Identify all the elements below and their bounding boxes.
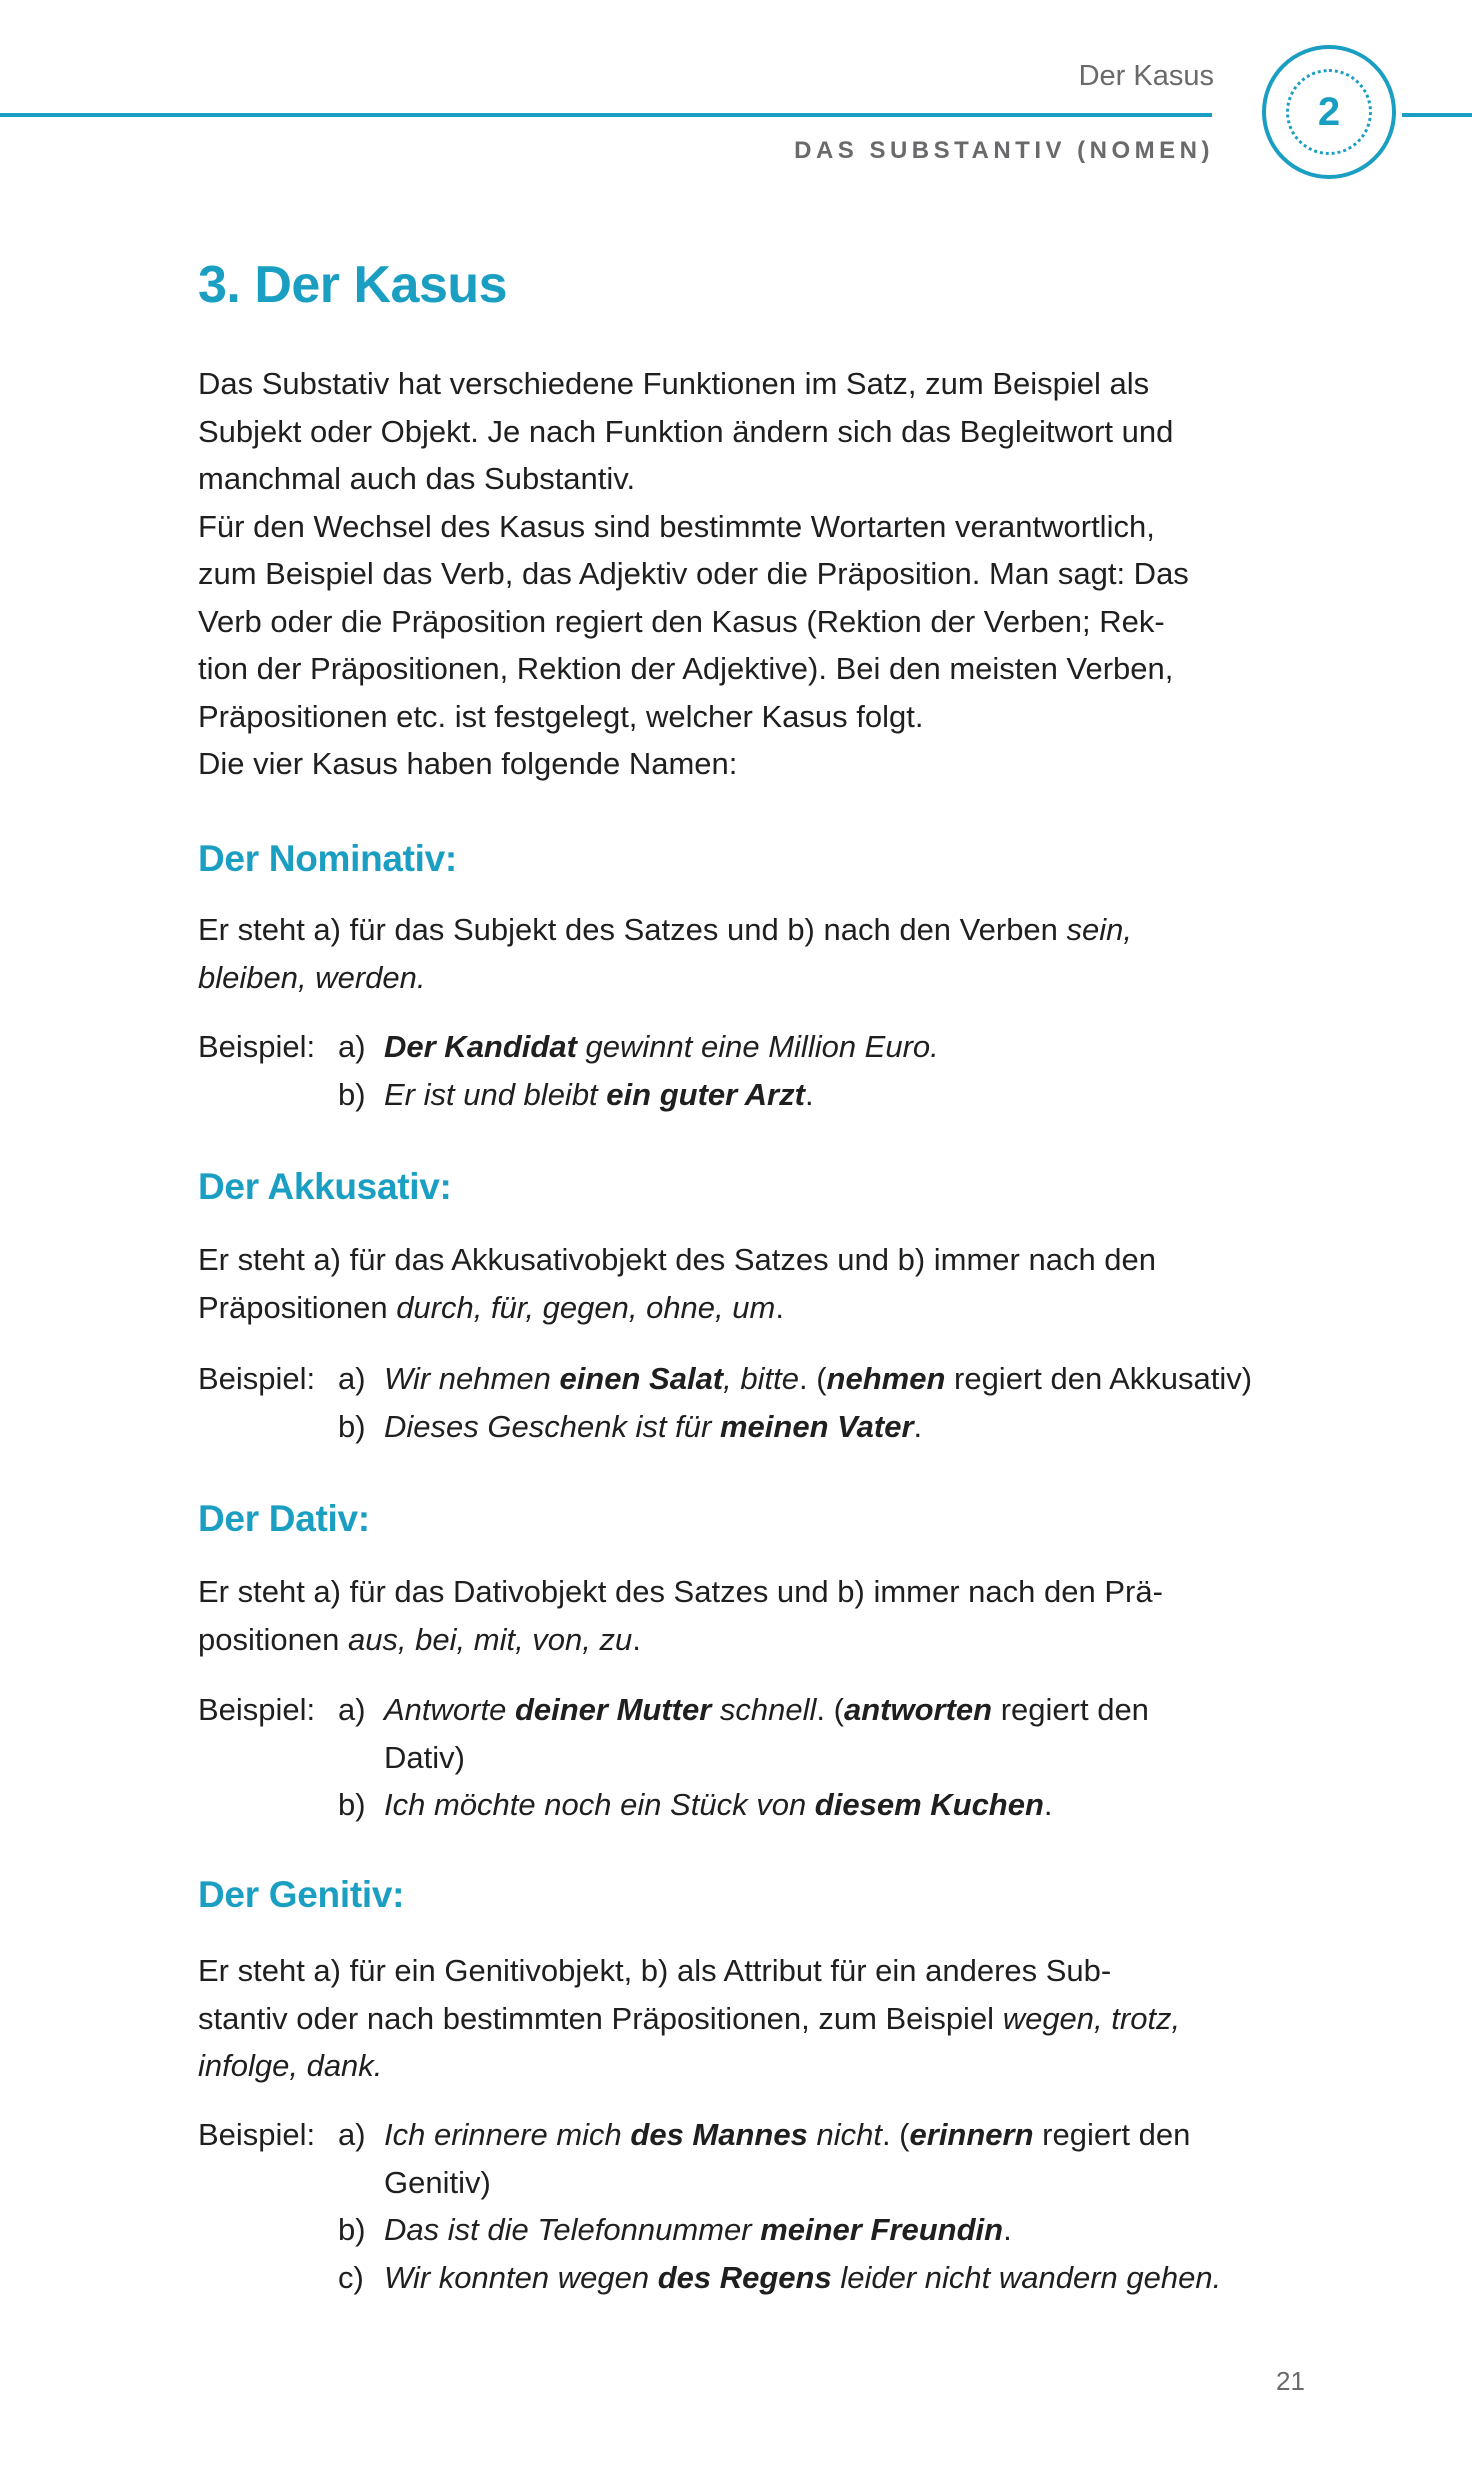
example-label: b) bbox=[338, 1787, 366, 1822]
text-italic: schnell bbox=[711, 1692, 817, 1727]
text: Er steht a) für ein Genitivobjekt, b) als Attribut für ein anderes Sub- bbox=[198, 1953, 1112, 1988]
text-bold: des Regens bbox=[657, 2259, 832, 2295]
example-label: a) bbox=[338, 2117, 366, 2152]
example-label: a) bbox=[338, 1692, 366, 1727]
text-bold: antworten bbox=[843, 1692, 993, 1727]
text-italic: wegen, trotz, bbox=[1002, 2000, 1181, 2036]
text-italic: Antworte bbox=[384, 1692, 515, 1727]
text: . ( bbox=[816, 1692, 844, 1727]
text: . bbox=[913, 1408, 923, 1444]
text-italic: Er ist und bleibt bbox=[384, 1076, 607, 1112]
text: regiert den bbox=[1033, 2117, 1191, 2152]
genitiv-description bbox=[198, 1947, 1318, 2090]
text-italic: sein, bbox=[1066, 912, 1133, 947]
text-bold: erinnern bbox=[909, 2117, 1034, 2152]
nominativ-description bbox=[198, 906, 1318, 1001]
text: . bbox=[1043, 1787, 1053, 1822]
dativ-description bbox=[198, 1568, 1318, 1663]
text-italic: Dieses Geschenk ist für bbox=[384, 1408, 720, 1444]
text-bold: ein guter Arzt bbox=[606, 1076, 805, 1112]
text-bold: des Mannes bbox=[630, 2117, 808, 2152]
intro-line: Verb oder die Präposition regiert den Kasus (Rektion der Verben; Rek- bbox=[198, 603, 1165, 639]
text: Er steht a) für das Dativobjekt des Satzes und b) immer nach den Prä- bbox=[198, 1574, 1163, 1609]
text: regiert den bbox=[992, 1692, 1149, 1727]
text: . bbox=[775, 1289, 784, 1325]
section-heading-genitiv: Der Genitiv: bbox=[198, 1874, 405, 1915]
text-bold: meinen Vater bbox=[719, 1408, 914, 1444]
text: . bbox=[1003, 2212, 1012, 2247]
example-label: b) bbox=[338, 1408, 366, 1444]
section-heading-dativ: Der Dativ: bbox=[198, 1498, 370, 1539]
text: Er steht a) für das Akkusativobjekt des Satzes und b) immer nach den bbox=[198, 1242, 1157, 1277]
intro-paragraph bbox=[198, 360, 1318, 788]
akkusativ-description bbox=[198, 1236, 1318, 1331]
example-lead: Beispiel: bbox=[198, 1029, 316, 1064]
text: . ( bbox=[798, 1361, 827, 1396]
chapter-number: 2 bbox=[1317, 89, 1341, 134]
intro-line: Für den Wechsel des Kasus sind bestimmte Wortarten verantwortlich, bbox=[198, 508, 1155, 544]
text-italic: leider nicht wandern gehen. bbox=[831, 2259, 1222, 2295]
intro-line: Präpositionen etc. ist festgelegt, welcher Kasus folgt. bbox=[198, 698, 924, 734]
text: Genitiv) bbox=[384, 2164, 491, 2200]
intro-line: Das Substativ hat verschiedene Funktionen im Satz, zum Beispiel als bbox=[198, 366, 1150, 401]
page-title: 3. Der Kasus bbox=[198, 256, 508, 314]
text-italic: Wir nehmen bbox=[384, 1361, 560, 1396]
text: Er steht a) für das Subjekt des Satzes und b) nach den Verben bbox=[198, 912, 1067, 947]
text-italic: Das ist die Telefonnummer bbox=[384, 2212, 761, 2247]
text-italic: durch, für, gegen, ohne, um bbox=[396, 1289, 776, 1325]
text-bold: deiner Mutter bbox=[514, 1692, 712, 1727]
header-rule-left bbox=[0, 113, 1212, 117]
text: stantiv oder nach bestimmten Präpositionen, zum Beispiel bbox=[198, 2000, 1003, 2036]
text: . bbox=[632, 1621, 641, 1657]
text-bold: diesem Kuchen bbox=[814, 1787, 1044, 1822]
text: positionen bbox=[198, 1621, 348, 1657]
intro-line: zum Beispiel das Verb, das Adjektiv oder die Präposition. Man sagt: Das bbox=[198, 556, 1189, 591]
page-number: 21 bbox=[1276, 2366, 1305, 2396]
example-label: c) bbox=[338, 2259, 364, 2295]
text: Präpositionen bbox=[198, 1289, 397, 1325]
header-rule-right bbox=[1402, 113, 1472, 117]
example-label: b) bbox=[338, 1076, 366, 1112]
section-heading-nominativ: Der Nominativ: bbox=[198, 838, 457, 879]
text-bold: meiner Freundin bbox=[760, 2212, 1004, 2247]
example-lead: Beispiel: bbox=[198, 1361, 316, 1396]
text-italic: aus, bei, mit, von, zu bbox=[347, 1621, 633, 1657]
text: . bbox=[804, 1076, 814, 1112]
text: . ( bbox=[881, 2117, 910, 2152]
text-bold: einen Salat bbox=[559, 1361, 724, 1396]
text-italic: Ich möchte noch ein Stück von bbox=[384, 1787, 815, 1822]
example-lead: Beispiel: bbox=[198, 1692, 316, 1727]
text-italic: gewinnt eine Million Euro. bbox=[576, 1029, 939, 1064]
example-lead: Beispiel: bbox=[198, 2117, 316, 2152]
chapter-title: DAS SUBSTANTIV (NOMEN) bbox=[794, 137, 1214, 164]
text-italic: nicht bbox=[807, 2117, 882, 2152]
section-heading-akkusativ: Der Akkusativ: bbox=[198, 1166, 452, 1207]
intro-line: Subjekt oder Objekt. Je nach Funktion ändern sich das Begleitwort und bbox=[198, 413, 1174, 449]
text-italic: Wir konnten wegen bbox=[384, 2259, 658, 2295]
text-italic: infolge, dank. bbox=[198, 2048, 383, 2083]
example-label: a) bbox=[338, 1029, 366, 1064]
text-italic: bleiben, werden. bbox=[198, 959, 426, 995]
intro-line: Die vier Kasus haben folgende Namen: bbox=[198, 746, 738, 781]
running-title: Der Kasus bbox=[1078, 60, 1214, 92]
text-italic: , bitte bbox=[723, 1361, 799, 1396]
text-bold: Der Kandidat bbox=[384, 1029, 577, 1064]
text-bold: nehmen bbox=[826, 1361, 946, 1396]
example-label: b) bbox=[338, 2212, 366, 2247]
text-italic: Ich erinnere mich bbox=[384, 2117, 631, 2152]
chapter-badge bbox=[1262, 45, 1396, 179]
intro-line: tion der Präpositionen, Rektion der Adjektive). Bei den meisten Verben, bbox=[198, 651, 1174, 686]
intro-line: manchmal auch das Substantiv. bbox=[198, 461, 636, 496]
example-label: a) bbox=[338, 1361, 366, 1396]
text: Dativ) bbox=[384, 1739, 465, 1775]
text: regiert den Akkusativ) bbox=[945, 1361, 1253, 1396]
